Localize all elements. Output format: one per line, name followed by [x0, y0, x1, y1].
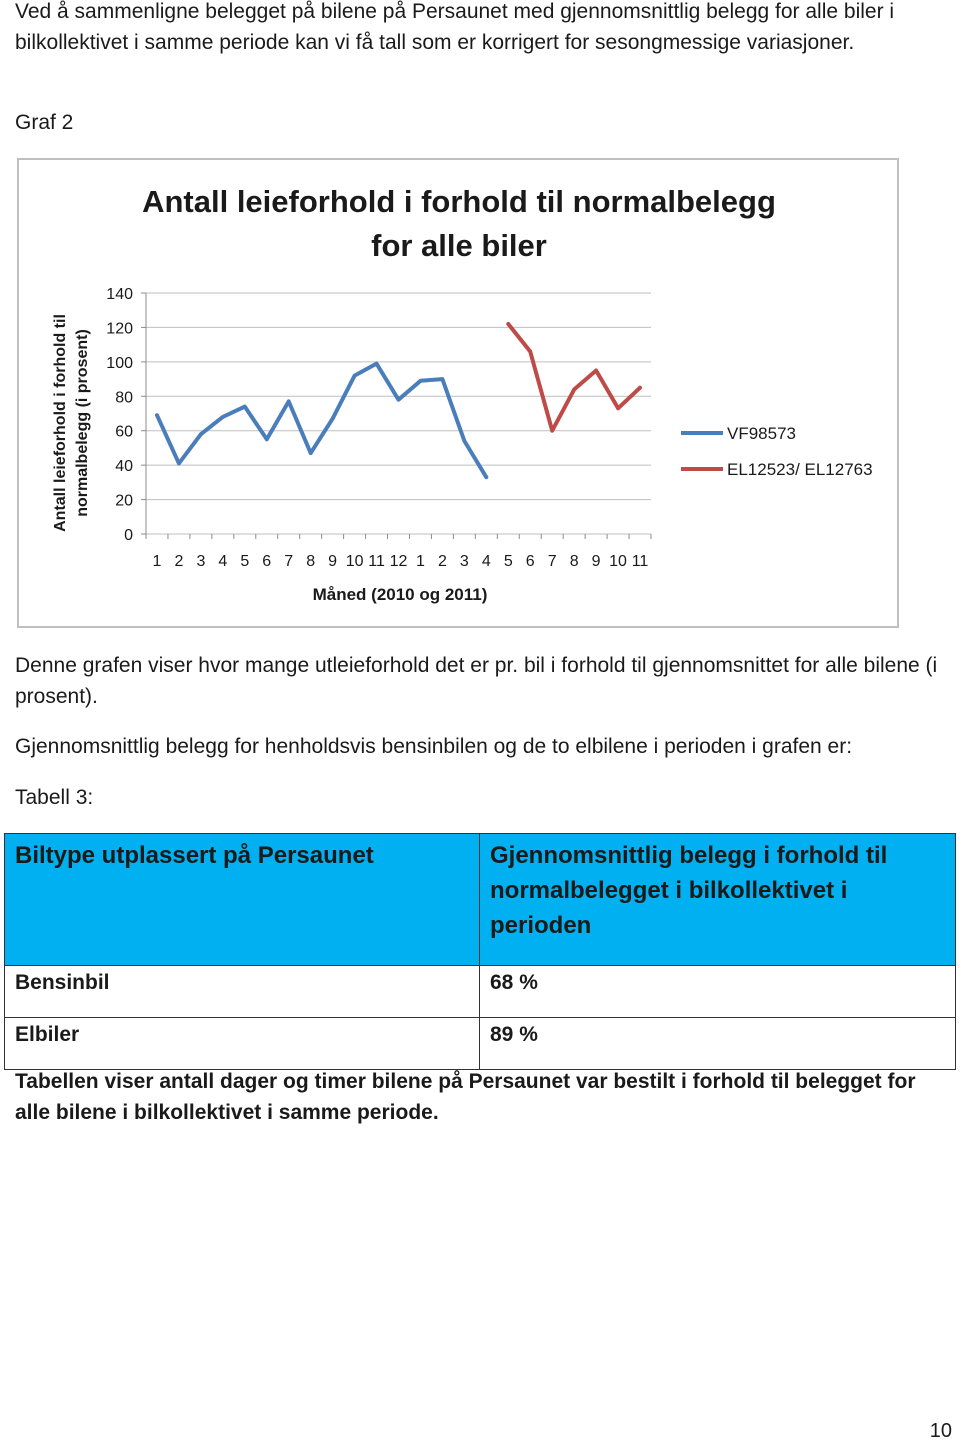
x-tick-label: 3 [459, 553, 469, 570]
closing-paragraph: Tabellen viser antall dager og timer bilene på Persaunet var bestilt i forhold til belegget for alle bilene i bilkollektivet i samme periode. [15, 1070, 916, 1124]
line-chart [19, 160, 897, 626]
x-tick-label: 6 [262, 553, 272, 570]
y-tick-label: 20 [115, 492, 133, 510]
x-tick-label: 12 [389, 553, 408, 570]
y-tick-label: 0 [124, 527, 133, 544]
y-tick-label: 80 [115, 389, 133, 407]
x-tick-label: 1 [416, 553, 425, 570]
page-number: 10 [929, 1420, 952, 1442]
x-tick-label: 9 [591, 553, 601, 570]
data-point [616, 407, 620, 411]
chart-container [17, 158, 899, 628]
data-point [397, 398, 401, 402]
x-tick-label: 8 [569, 553, 579, 570]
data-point [155, 413, 159, 417]
intro-paragraph: Ved å sammenligne belegget på bilene på Persaunet med gjennomsnittlig belegg for alle biler i bilkollektivet i samme periode kan vi få tall som er korrigert for sesongmessige variasjoner. [15, 0, 895, 54]
data-point [287, 400, 291, 404]
data-point [441, 377, 445, 381]
y-axis-label-line1: Antall leieforhold i forhold til [52, 314, 69, 532]
table-header-cell-vehicle: Biltype utplassert på Persaunet [5, 834, 480, 966]
graph-label: Graf 2 [15, 111, 74, 134]
y-tick-label: 100 [106, 354, 133, 372]
x-tick-label: 6 [525, 553, 535, 570]
data-point [199, 432, 203, 436]
x-axis-label: Måned (2010 og 2011) [312, 585, 488, 604]
data-point [177, 462, 181, 466]
x-tick-label: 7 [547, 553, 557, 570]
table-header-cell-average: Gjennomsnittlig belegg i forhold til normalbelegget i bilkollektivet i perioden [480, 834, 956, 966]
table-cell-average: 68 % [480, 966, 956, 1018]
occupancy-table [4, 833, 956, 1070]
y-axis-label-line2: normalbelegg (i prosent) [74, 329, 91, 517]
y-tick-label: 140 [106, 286, 133, 303]
series-line-2 [508, 324, 640, 431]
table-cell-vehicle: Bensinbil [5, 966, 480, 1018]
chart-caption: Denne grafen viser hvor mange utleieforhold det er pr. bil i forhold til gjennomsnittet for alle bilene (i prosent). [15, 654, 938, 708]
x-tick-label: 8 [306, 553, 316, 570]
data-point [463, 439, 467, 443]
chart-legend [681, 424, 873, 479]
data-point [506, 322, 510, 326]
data-point [550, 429, 554, 433]
x-tick-label: 3 [196, 553, 206, 570]
data-point [265, 438, 269, 442]
x-tick-label: 2 [174, 553, 184, 570]
y-tick-label: 40 [115, 458, 133, 476]
x-tick-label: 2 [437, 553, 447, 570]
legend-label: EL12523/ EL12763 [727, 460, 873, 479]
data-point [528, 350, 532, 354]
y-tick-label: 120 [106, 320, 133, 338]
data-point [419, 379, 423, 383]
data-point [594, 369, 598, 373]
data-point [243, 405, 247, 409]
chart-title-line1: Antall leieforhold i forhold til normalbelegg [142, 184, 776, 219]
x-tick-label: 5 [240, 553, 250, 570]
table-intro: Gjennomsnittlig belegg for henholdsvis bensinbilen og de to elbilene i perioden i grafen er: [15, 735, 853, 758]
x-tick-label: 5 [503, 553, 513, 570]
data-point [375, 362, 379, 366]
table-header-row [5, 834, 956, 966]
table-cell-average: 89 % [480, 1018, 956, 1070]
x-tick-label: 4 [218, 553, 228, 570]
data-point [353, 374, 357, 378]
data-point [309, 451, 313, 455]
table-row [5, 966, 956, 1018]
legend-label: VF98573 [727, 424, 796, 443]
x-tick-label: 10 [345, 553, 364, 570]
data-point [331, 417, 335, 421]
table-row [5, 1018, 956, 1070]
x-tick-label: 11 [631, 553, 649, 570]
x-tick-label: 1 [152, 553, 162, 570]
x-tick-label: 10 [609, 553, 627, 570]
x-tick-label: 7 [284, 553, 294, 570]
data-point [485, 475, 489, 479]
data-point [572, 388, 576, 392]
x-tick-label: 9 [328, 553, 338, 570]
table-cell-vehicle: Elbiler [5, 1018, 480, 1070]
y-tick-label: 60 [115, 423, 133, 441]
data-point [221, 415, 225, 419]
chart-title-line2: for alle biler [371, 228, 547, 263]
table-label: Tabell 3: [15, 786, 94, 809]
x-tick-label: 4 [481, 553, 491, 570]
series-line-1 [157, 364, 486, 478]
data-point [638, 386, 642, 390]
x-tick-label: 11 [368, 553, 385, 570]
